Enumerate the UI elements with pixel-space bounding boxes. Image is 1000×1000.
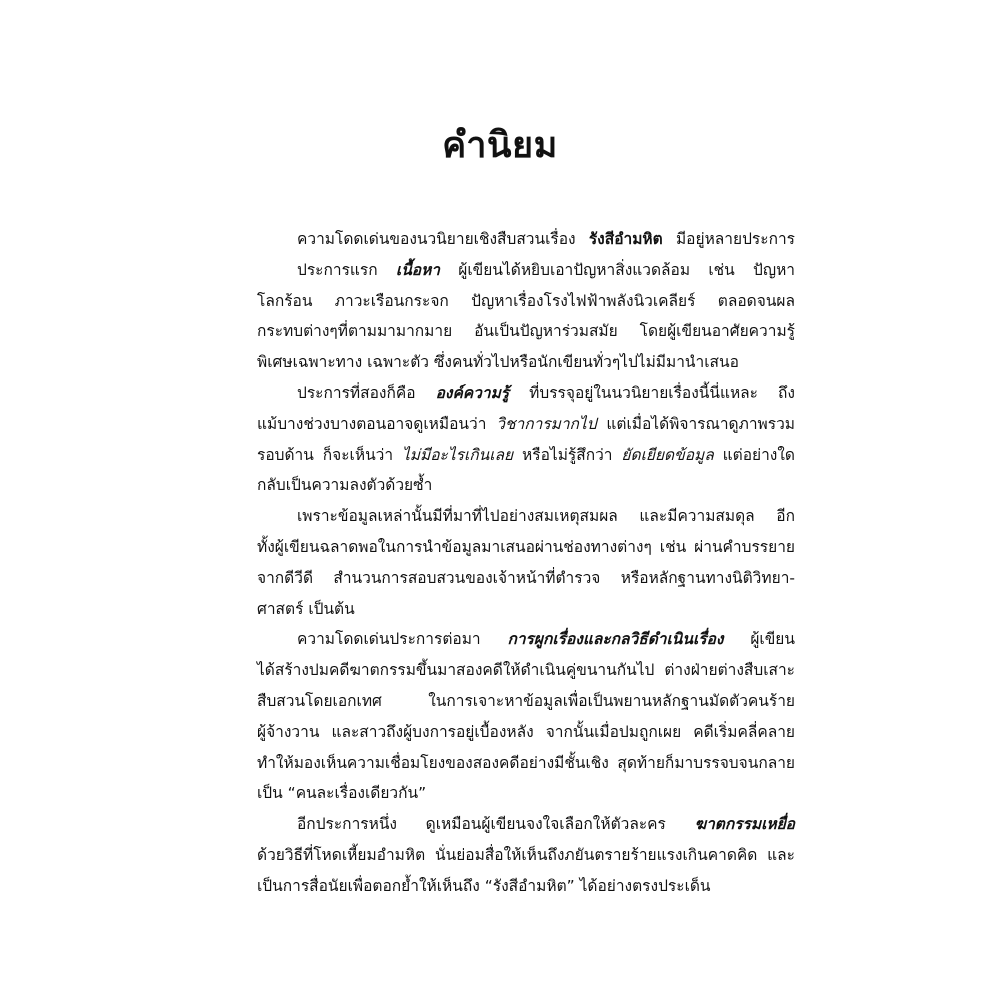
text-segment: แต่เมื่อได้พิจารณาดูภาพรวม [596, 414, 796, 433]
text-segment: รอบด้าน ก็จะเห็นว่า [257, 445, 402, 464]
emphasized-text: วิชาการมากไป [496, 414, 597, 433]
text-line [257, 470, 795, 501]
text-line [257, 871, 795, 902]
page-title: คำนิยม [442, 125, 558, 166]
emphasized-text: รังสีอำมหิต [588, 230, 663, 248]
text-segment: สืบสวนโดยเอกเทศ ในการเจาะหาข้อมูลเพื่อเป็นพยานหลักฐานมัดตัวคนร้าย [257, 691, 795, 710]
text-line [257, 440, 795, 471]
text-segment: แม้บางช่วงบางตอนอาจดูเหมือนว่า [257, 414, 497, 433]
emphasized-text: การผูกเรื่องและกลวิธีดำเนินเรื่อง [507, 630, 724, 649]
text-segment: พิเศษเฉพาะทาง เฉพาะตัว ซึ่งคนทั่วไปหรือนักเขียนทั่วๆไปไม่มีมานำเสนอ [257, 353, 739, 372]
text-segment: กระทบต่างๆที่ตามมามากมาย อันเป็นปัญหาร่วมสมัย โดยผู้เขียนอาศัยความรู้ [257, 322, 795, 341]
text-segment: มีอยู่หลายประการ [662, 230, 795, 248]
text-line [257, 840, 795, 871]
text-segment: แต่อย่างใด [713, 445, 795, 464]
text-segment: ความโดดเด่นประการต่อมา [297, 630, 508, 649]
emphasized-text: ฆาตกรรมเหยื่อ [694, 815, 795, 834]
text-segment: จากดีวีดี สำนวนการสอบสวนของเจ้าหน้าที่ตำรวจ หรือหลักฐานทางนิติวิทยา- [257, 568, 795, 587]
text-line [257, 563, 795, 594]
text-segment: อีกประการหนึ่ง ดูเหมือนผู้เขียนจงใจเลือกให้ตัวละคร [297, 815, 695, 834]
text-line [257, 655, 795, 686]
text-segment: เพราะข้อมูลเหล่านั้นมีที่มาที่ไปอย่างสมเหตุสมผล และมีความสมดุล อีก [297, 507, 795, 526]
text-line [257, 778, 795, 809]
text-line [257, 532, 795, 563]
text-segment: ทำให้มองเห็นความเชื่อมโยงของสองคดีอย่างมีชั้นเชิง สุดท้ายก็มาบรรจบจนกลาย [257, 753, 795, 772]
text-segment: โลกร้อน ภาวะเรือนกระจก ปัญหาเรื่องโรงไฟฟ้าพลังนิวเคลียร์ ตลอดจนผล [257, 291, 795, 310]
text-line [257, 409, 795, 440]
foreword-body [257, 224, 795, 902]
text-segment: ที่บรรจุอยู่ในนวนิยายเรื่องนี้นี่แหละ ถึง [509, 383, 795, 402]
text-segment: เป็นการสื่อนัยเพื่อตอกย้ำให้เห็นถึง “รังสีอำมหิต” ได้อย่างตรงประเด็น [257, 876, 711, 895]
text-segment: ด้วยวิธีที่โหดเหี้ยมอำมหิต นั่นย่อมสื่อให้เห็นถึงภยันตรายร้ายแรงเกินคาดคิด และ [257, 845, 795, 864]
text-line [257, 347, 795, 378]
text-line [257, 378, 795, 409]
text-line [257, 624, 795, 655]
text-segment: หรือไม่รู้สึกว่า [513, 445, 622, 464]
text-line [257, 809, 795, 840]
text-segment: ทั้งผู้เขียนฉลาดพอในการนำข้อมูลมาเสนอผ่านช่องทางต่างๆ เช่น ผ่านคำบรรยาย [257, 537, 795, 556]
text-segment: ผู้เขียน [723, 630, 795, 649]
emphasized-text: เนื้อหา [395, 260, 441, 279]
text-segment: ศาสตร์ เป็นต้น [257, 599, 355, 618]
text-segment: กลับเป็นความลงตัวด้วยซ้ำ [257, 476, 433, 495]
text-line [257, 686, 795, 717]
emphasized-text: องค์ความรู้ [435, 383, 510, 402]
text-line [257, 501, 795, 532]
text-segment: ได้สร้างปมคดีฆาตกรรมขึ้นมาสองคดีให้ดำเนินคู่ขนานกันไป ต่างฝ่ายต่างสืบเสาะ [257, 661, 795, 680]
text-line [257, 316, 795, 347]
text-line [257, 255, 795, 286]
text-segment: ประการที่สองก็คือ [297, 383, 436, 402]
text-line [257, 717, 795, 748]
text-line [257, 594, 795, 625]
text-segment: ประการแรก [297, 260, 396, 279]
emphasized-text: ไม่มีอะไรเกินเลย [401, 445, 514, 464]
text-segment: ผู้เขียนได้หยิบเอาปัญหาสิ่งแวดล้อม เช่น ปัญหา [440, 260, 795, 279]
text-line [257, 748, 795, 779]
text-segment: ความโดดเด่นของนวนิยายเชิงสืบสวนเรื่อง [297, 230, 589, 248]
emphasized-text: ยัดเยียดข้อมูล [621, 445, 714, 464]
text-line [257, 224, 795, 255]
text-line [257, 286, 795, 317]
text-segment: ผู้จ้างวาน และสาวถึงผู้บงการอยู่เบื้องหลัง จากนั้นเมื่อปมถูกเผย คดีเริ่มคลี่คลาย [257, 722, 795, 741]
text-segment: เป็น “คนละเรื่องเดียวกัน” [257, 784, 427, 803]
